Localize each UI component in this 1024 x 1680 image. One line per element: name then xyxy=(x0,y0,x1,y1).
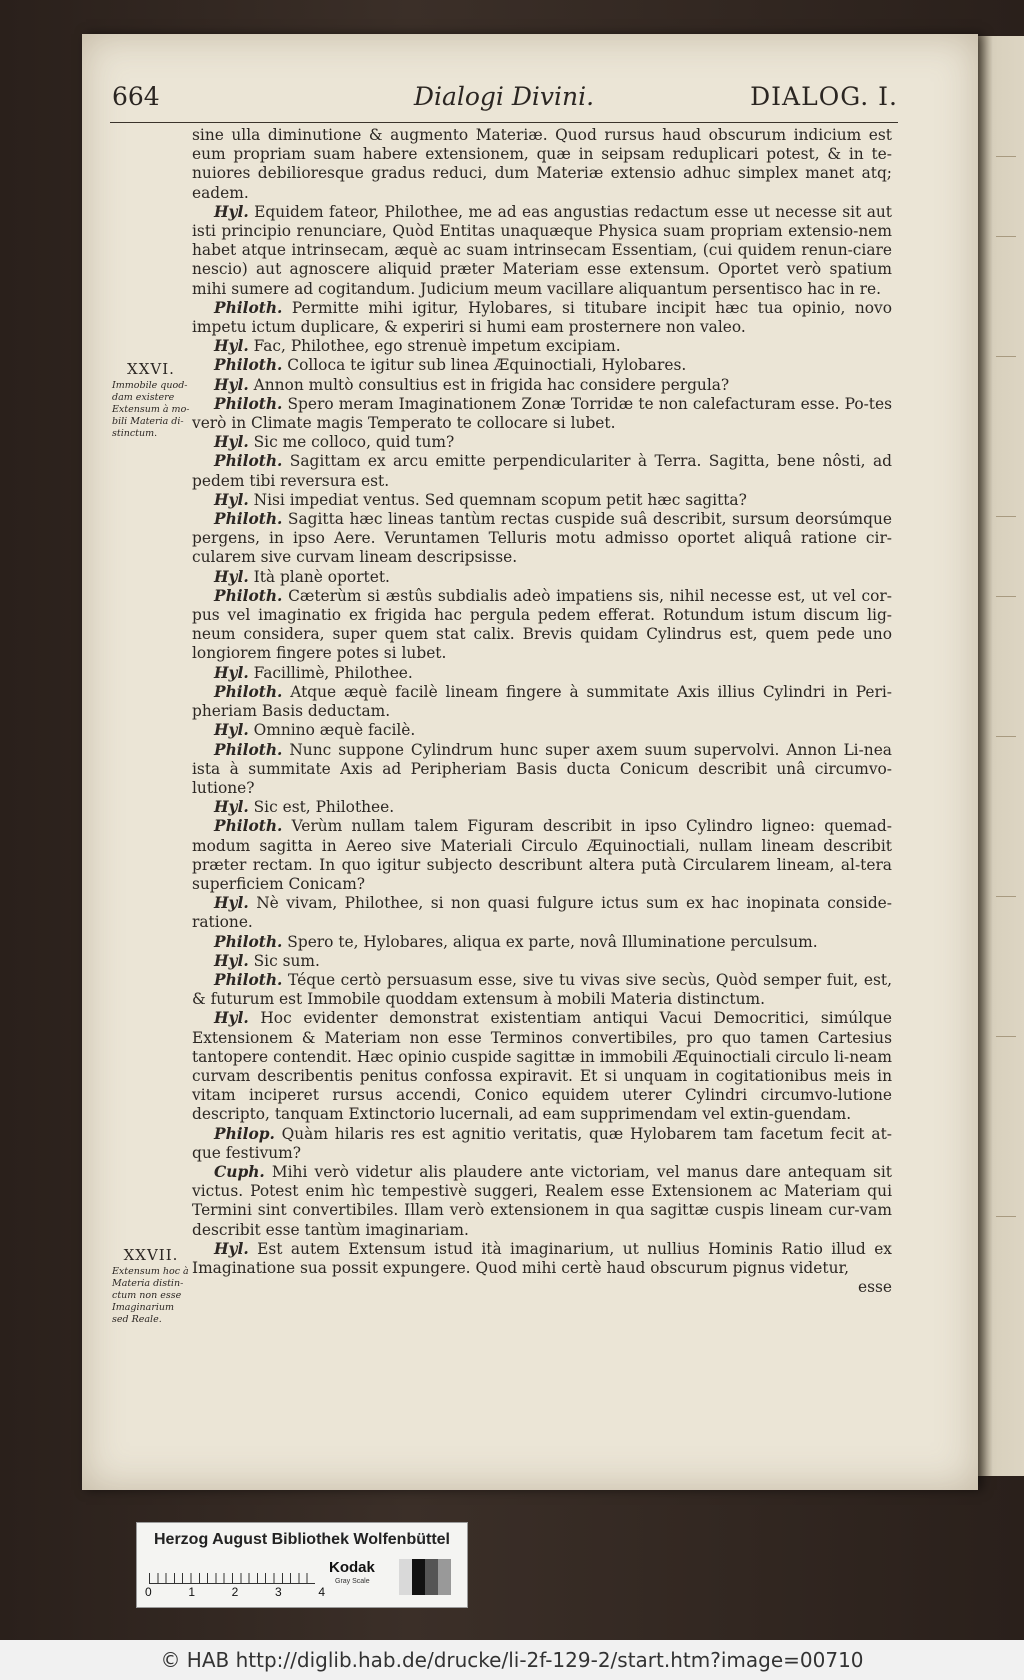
library-name: Herzog August Bibliothek Wolfenbüttel xyxy=(154,1531,450,1548)
copyright-footer: © HAB http://diglib.hab.de/drucke/li-2f-129-2/start.htm?image=00710 xyxy=(0,1640,1024,1680)
paragraph: sine ulla diminutione & augmento Materiæ. Quod rursus haud obscurum indicium est eum propriam suam habere extensionem, quæ in seipsam reduplicari potest, & in te-nuiores debilioresque gradus reduci, dum Materiæ extensio adhuc simplex manet atq; eadem. xyxy=(192,126,892,202)
dialog-line: Philoth. Colloca te igitur sub linea Æquinoctiali, Hylobares. xyxy=(214,356,687,375)
speaker: Hyl. xyxy=(214,894,249,913)
speaker: Hyl. xyxy=(214,433,249,452)
speaker: Hyl. xyxy=(214,1009,249,1028)
dialog-line: Philoth. Permitte mihi igitur, Hylobares, si titubare incipit hæc tua opinio, novo impetu ictum duplicare, & experiri si humi eam prosternere non valeo. xyxy=(192,298,892,337)
gray-scale-chips xyxy=(399,1559,451,1595)
margin-note-xxvii xyxy=(112,1246,190,1326)
dialog-line: Philoth. Verùm nullam talem Figuram describit in ipso Cylindro ligneo: quemad-modum sagitta in Aereo sive Materiali Circulo Æquinoctiali, nullam lineam describit præter rectam. In quo igitur subjecto describunt altera putà Circularem lineam, al-tera superficiem Conicam? xyxy=(192,817,892,893)
dialog-line: Philoth. Sagitta hæc lineas tantùm rectas cuspide suâ describit, sursum deorsúmque pergens, in ipso Aere. Veruntamen Telluris motu admisso oportet aliquâ ratione cir-cularem sive curvam lineam descripsisse. xyxy=(192,510,892,567)
scale-ruler xyxy=(149,1561,315,1584)
running-title: Dialogi Divini. xyxy=(413,82,595,111)
dialog-line: Hyl. Sic sum. xyxy=(214,951,320,970)
dialog-line: Hyl. Fac, Philothee, ego strenuè impetum excipiam. xyxy=(214,337,621,356)
speaker: Philoth. xyxy=(214,682,283,701)
dialog-line: Hyl. Hoc evidenter demonstrat existentiam antiqui Vacui Democritici, simúlque Extensionem & Materiam non esse Terminos convertibiles, pro quo tamen Cartesius tantopere contendit. Hæc opinio cuspide sagittæ in immobili Æquinoctiali circulo li-neam curvam describentis penitus confossa expiravit. Et si unquam in cogitationibus meis in vitam inciperet rursus accendi, Conico equidem uterer Cylindri circumvo-lutione descripto, tanquam Extinctorio lucernali, ad eam supprimendam vel extin-guendam. xyxy=(192,1009,892,1124)
page-number: 664 xyxy=(112,82,160,111)
dialog-line: Philoth. Atque æquè facilè lineam fingere à summitate Axis illius Cylindri in Peri-pheriam Basis deductam. xyxy=(192,682,892,721)
catchword: esse xyxy=(857,1278,892,1297)
dialog-line: Hyl. Nisi impediat ventus. Sed quemnam scopum petit hæc sagitta? xyxy=(214,490,747,509)
dialog-line: Hyl. Nè vivam, Philothee, si non quasi fulgure ictus sum ex hac inopinata conside-ratione. xyxy=(192,894,892,932)
ruler-numbers: 0 1 2 3 4 xyxy=(145,1585,325,1599)
speaker: Philoth. xyxy=(214,932,283,951)
speaker: Hyl. xyxy=(214,721,249,740)
kodak-logo: Kodak xyxy=(329,1559,375,1576)
body-text xyxy=(192,126,892,1297)
dialog-line: Philoth. Sagittam ex arcu emitte perpendiculariter à Terra. Sagitta, bene nôsti, ad pedem tibi reversura est. xyxy=(192,452,892,490)
dialog-line: Hyl. Sic est, Philothee. xyxy=(214,798,395,817)
dialog-line: Philoth. Spero meram Imaginationem Zonæ Torridæ te non calefacturam esse. Po-tes verò in Climate magis Temperato te collocare si lubet. xyxy=(192,394,892,433)
dialog-line: Hyl. Ità planè oportet. xyxy=(214,567,390,586)
speaker: Philop. xyxy=(214,1124,275,1143)
dialog-line: Hyl. Annon multò consultius est in frigida hac considere pergula? xyxy=(214,375,730,394)
speaker: Hyl. xyxy=(214,202,249,221)
dialog-line: Hyl. Facillimè, Philothee. xyxy=(214,663,413,682)
section-number: XXVI. xyxy=(127,360,175,378)
speaker: Philoth. xyxy=(214,452,283,471)
paragraph: Hyl. Equidem fateor, Philothee, me ad eas angustias redactum esse ut necesse sit aut isti principio renunciare, Quòd Entitas unaquæque Physica suam propriam extensio-nem habet atque intrinsecam, æquè ac suam intrinsecam Essentiam, (cui quidem renun-ciare nescio) aut agnoscere aliquid præter Materiam esse extensum. Oportet verò spatium mihi sumere ad cogitandum. Judicium meum vacillare aliquantum persentisco hac in re. xyxy=(192,202,892,298)
speaker: Philoth. xyxy=(214,298,283,317)
speaker: Hyl. xyxy=(214,798,249,817)
library-label xyxy=(136,1522,468,1608)
margin-note-xxvi xyxy=(112,360,190,440)
speaker: Hyl. xyxy=(214,375,249,394)
speaker: Philoth. xyxy=(214,356,283,375)
page-header xyxy=(110,82,898,123)
dialog-line: Cuph. Mihi verò videtur alis plaudere ante victoriam, vel manus dare antequam sit victus. Potest enim hìc tempestivè suggeri, Realem esse Extensionem ac Materiam qui Termini sint convertibiles. Illam verò extensionem in qua sagittæ cuspis lineam cur-vam describit esse tantùm imaginariam. xyxy=(192,1162,892,1239)
dialog-line: Philoth. Cæterùm si æstûs subdialis adeò impatiens sis, nihil necesse est, ut vel cor-pus vel imaginatio ex frigida hac pergula pedem efferat. Rotundum istum discum lig-neum considera, super quem stat calix. Brevis quidam Cylindrus est, quem pede uno longiorem fingere potes si lubet. xyxy=(192,586,892,663)
section-number: XXVII. xyxy=(123,1246,179,1264)
speaker: Philoth. xyxy=(214,510,283,529)
speaker: Philoth. xyxy=(214,970,283,989)
speaker: Hyl. xyxy=(214,1239,249,1258)
margin-note-text: Extensum hoc à Materia distin-ctum non esse Imaginarium sed Reale. xyxy=(112,1266,189,1325)
dialog-line: Hyl. Omnino æquè facilè. xyxy=(214,721,416,740)
dialog-line: Philoth. Spero te, Hylobares, aliqua ex parte, novâ Illuminatione perculsum. xyxy=(214,932,818,951)
speaker: Philoth. xyxy=(214,740,283,759)
dialog-line: Philoth. Téque certò persuasum esse, sive tu vivas sive secùs, Quòd semper fuit, est, & futurum est Immobile quoddam extensum à mobili Materia distinctum. xyxy=(192,970,892,1009)
dialog-line: Philoth. Nunc suppone Cylindrum hunc super axem suum supervolvi. Annon Li-nea ista à summitate Axis ad Peripheriam Basis ducta Conicum describit unâ circumvo-lutione? xyxy=(192,740,892,797)
dialog-line: Hyl. Est autem Extensum istud ità imaginarium, ut nullius Hominis Ratio illud ex Imaginatione sua possit expungere. Quod mihi certè haud obscurum pignus videtur, xyxy=(192,1239,892,1277)
speaker: Hyl. xyxy=(214,490,249,509)
speaker: Philoth. xyxy=(214,586,283,605)
gray-scale-text: Gray Scale xyxy=(335,1578,370,1585)
dialog-line: Hyl. Sic me colloco, quid tum? xyxy=(214,433,455,452)
speaker: Hyl. xyxy=(214,337,249,356)
speaker: Hyl. xyxy=(214,951,249,970)
dialog-line: Philop. Quàm hilaris res est agnitio veritatis, quæ Hylobarem tam facetum fecit at-que festivum? xyxy=(192,1124,892,1162)
speaker: Cuph. xyxy=(214,1162,265,1181)
speaker: Philoth. xyxy=(214,394,283,413)
speaker: Hyl. xyxy=(214,567,249,586)
margin-note-text: Immobile quod-dam existere Extensum à mo-bili Materia di-stinctum. xyxy=(112,380,190,439)
running-dialog-label: DIALOG. I. xyxy=(750,82,898,111)
speaker: Philoth. xyxy=(214,817,283,836)
speaker: Hyl. xyxy=(214,663,249,682)
facing-page-edge xyxy=(976,36,1024,1476)
